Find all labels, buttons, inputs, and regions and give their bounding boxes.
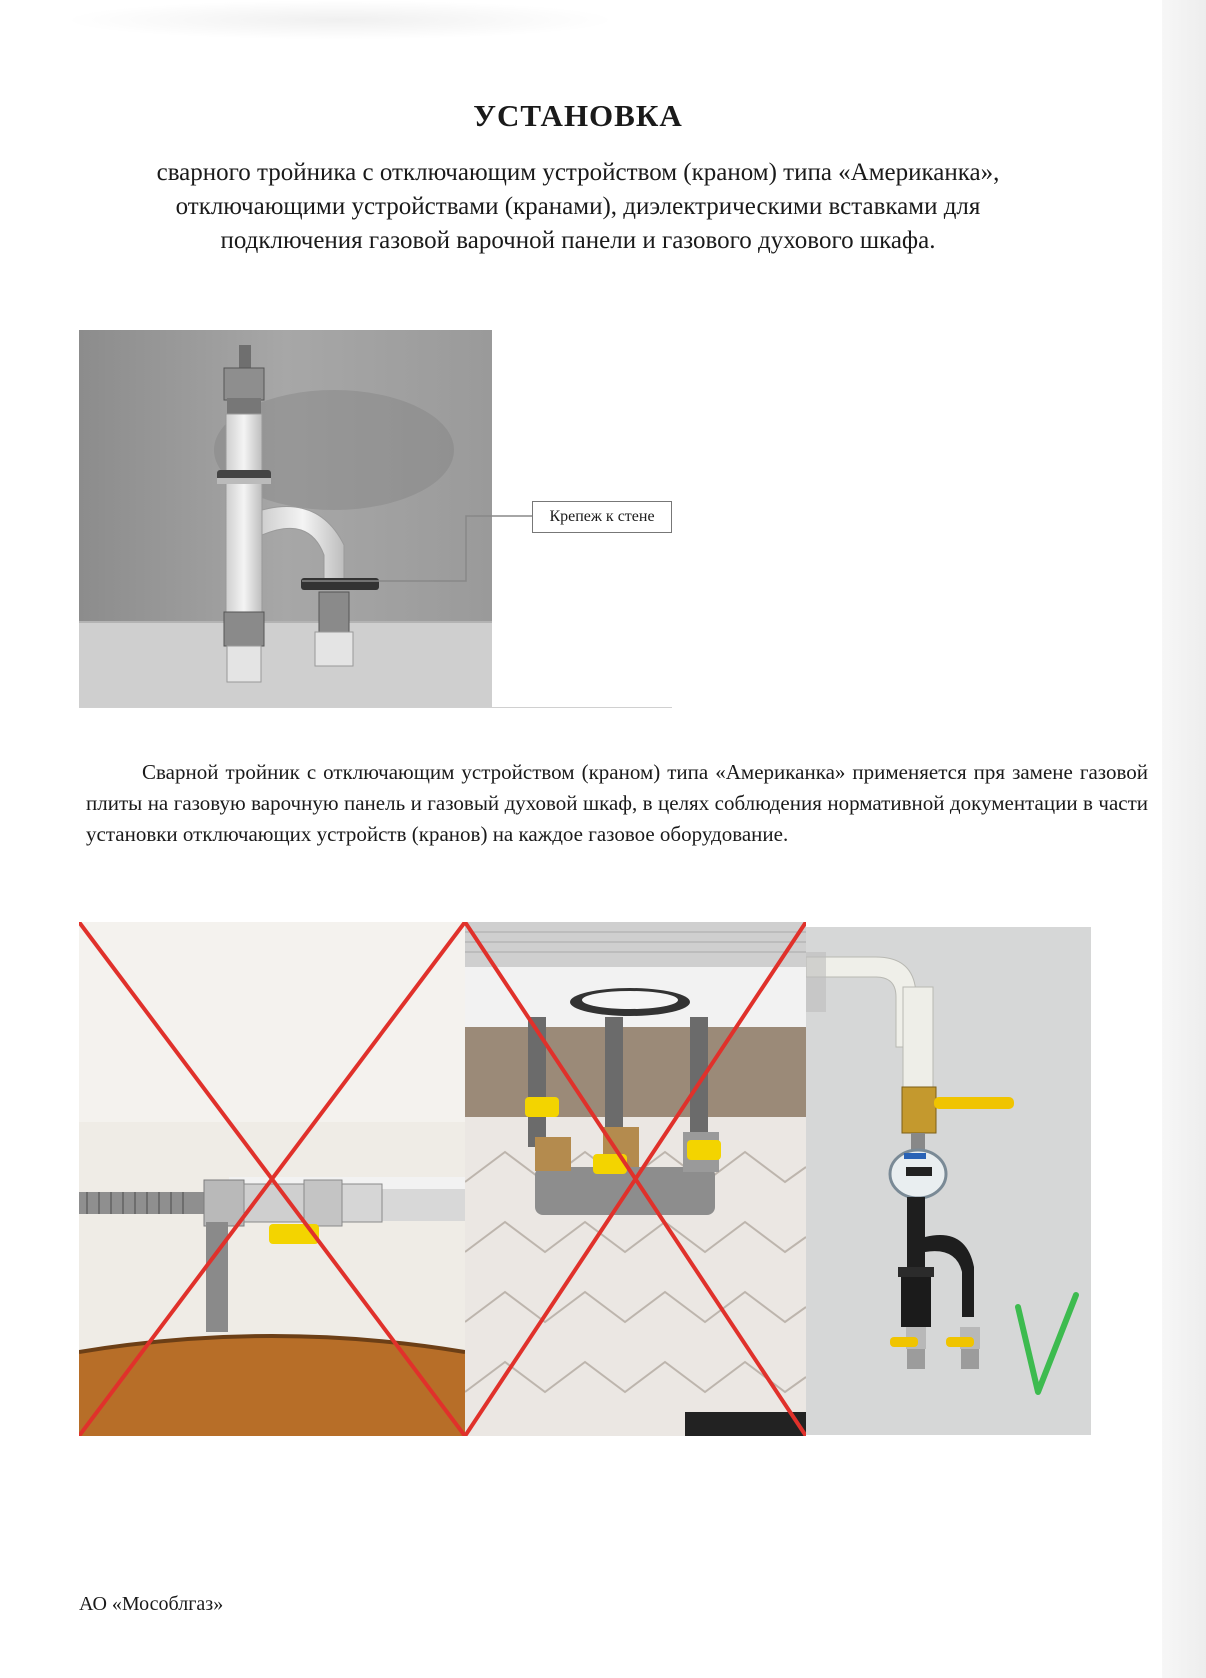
footer-organization: АО «Мособлгаз» <box>79 1593 224 1615</box>
body-paragraph <box>86 757 1148 850</box>
incorrect-example-photo-1 <box>79 922 465 1436</box>
wall-mount-callout: Крепеж к стене <box>532 501 672 533</box>
document-subtitle: сварного тройника с отключающим устройством (краном) типа «Американка», отключающими устройствами (кранами), диэлектрическими вставками для подключения газовой варочной панели и газового духового шкафа. <box>156 159 1000 254</box>
document-title: УСТАНОВКА <box>473 98 683 133</box>
correct-example-photo <box>806 927 1091 1435</box>
page-edge <box>1162 0 1206 1678</box>
figure-baseline <box>79 707 672 708</box>
incorrect-example-photo-2 <box>465 922 806 1436</box>
body-text: Сварной тройник с отключающим устройством (краном) типа «Американка» применяется пря замене газовой плиты на газовую варочную панель и газовый духовой шкаф, в целях соблюдения нормативной документации в части установки отключающих устройств (кранов) на каждое газовое оборудование. <box>86 760 1148 846</box>
callout-leader <box>300 515 534 585</box>
scan-shadow <box>60 0 620 40</box>
